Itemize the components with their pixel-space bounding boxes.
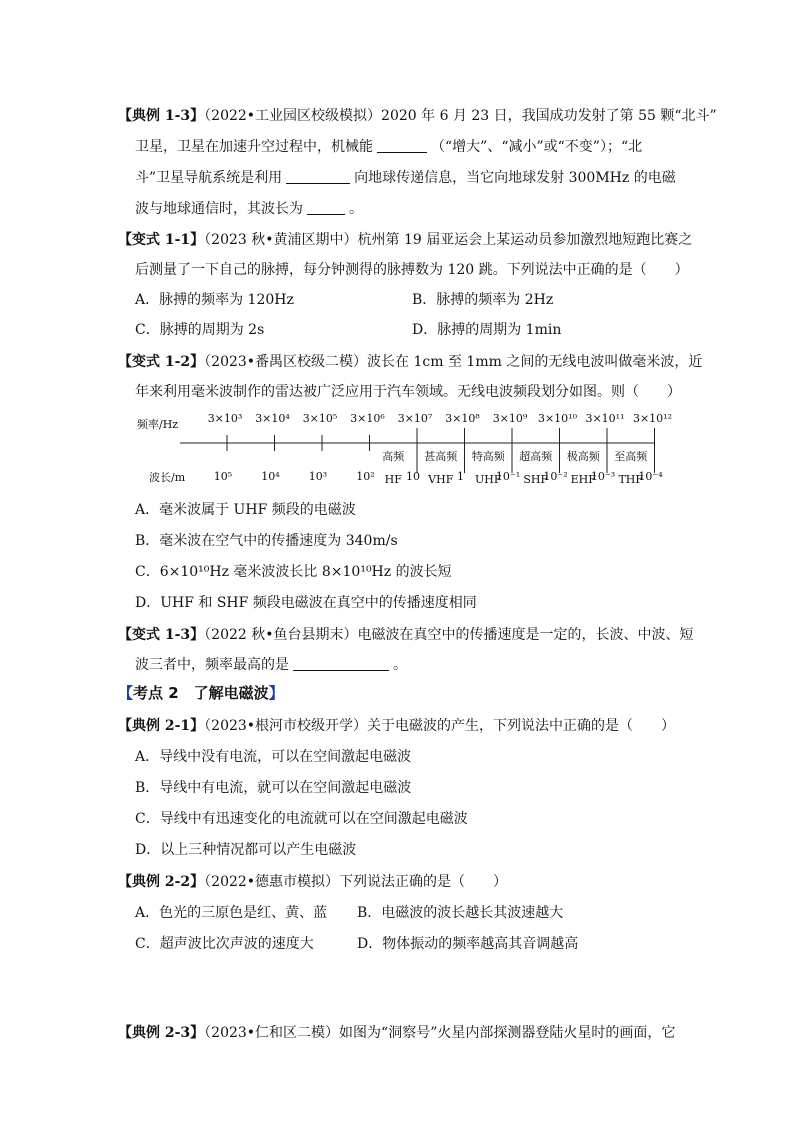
example-2-1-line-1: 【典例 2-1】（2023•根河市校级开学）关于电磁波的产生，下列说法中正确的是（ ） bbox=[118, 718, 676, 734]
option-c[interactable]: C．导线中有迅速变化的电流就可以在空间激起电磁波 bbox=[135, 811, 468, 827]
example-1-3-line-1: 【典例 1-3】（2022•工业园区校级模拟）2020 年 6 月 23 日，我国成功发射了第 55 颗“北斗” bbox=[118, 108, 717, 124]
option-d[interactable]: D．物体振动的频率越高其音调越高 bbox=[357, 936, 579, 952]
option-d[interactable]: D．以上三种情况都可以产生电磁波 bbox=[135, 842, 357, 858]
wave-tick-label: 10³ bbox=[308, 470, 328, 483]
freq-tick-label: 3×10⁴ bbox=[255, 412, 290, 425]
wave-axis-label: 波长/m bbox=[149, 471, 186, 484]
option-c[interactable]: C．6×10¹⁰Hz 毫米波波长比 8×10¹⁰Hz 的波长短 bbox=[135, 564, 452, 580]
section-heading: 【考点 2 了解电磁波】 bbox=[118, 684, 284, 702]
freq-tick-label: 3×10⁶ bbox=[350, 412, 385, 425]
answer-blank[interactable] bbox=[307, 200, 345, 215]
example-tag: 【典例 2-3】 bbox=[118, 1025, 205, 1041]
band-name-label: 特高频 bbox=[471, 450, 505, 463]
option-b[interactable]: B．毫米波在空气中的传播速度为 340m/s bbox=[135, 533, 398, 549]
band-code-label: HF bbox=[384, 473, 402, 486]
wave-tick-label: 10⁻² bbox=[543, 470, 568, 483]
variant-tag: 【变式 1-2】 bbox=[118, 354, 205, 370]
variant-1-2-line-1: 【变式 1-2】（2023•番禺区校级二模）波长在 1cm 至 1mm 之间的无线电波叫做毫米波，近 bbox=[118, 354, 703, 370]
band-code-label: THF bbox=[618, 473, 644, 486]
band-code-label: VHF bbox=[428, 473, 454, 486]
freq-tick-label: 3×10¹¹ bbox=[585, 412, 625, 425]
option-a[interactable]: A．色光的三原色是红、黄、蓝 bbox=[135, 905, 328, 921]
band-code-label: EHF bbox=[570, 473, 596, 486]
band-name-label: 超高频 bbox=[519, 450, 553, 463]
band-name-label: 高频 bbox=[382, 450, 405, 463]
wave-tick-label: 10⁻¹ bbox=[495, 470, 521, 483]
option-b[interactable]: B．导线中有电流，就可以在空间激起电磁波 bbox=[135, 780, 412, 796]
wave-tick-label: 1 bbox=[457, 470, 464, 483]
wave-tick-label: 10⁴ bbox=[261, 470, 280, 483]
answer-blank[interactable] bbox=[377, 138, 427, 153]
variant-tag: 【变式 1-3】 bbox=[118, 627, 205, 643]
band-code-label: UHF bbox=[475, 473, 502, 486]
option-a[interactable]: A．导线中没有电流，可以在空间激起电磁波 bbox=[135, 749, 412, 765]
band-name-label: 至高频 bbox=[614, 450, 648, 463]
freq-axis-label: 频率/Hz bbox=[137, 418, 179, 431]
example-1-3-line-4: 波与地球通信时，其波长为 。 bbox=[135, 201, 363, 217]
wave-tick-label: 10⁻⁴ bbox=[638, 470, 663, 483]
variant-1-3-line-2: 波三者中，频率最高的是 。 bbox=[135, 657, 407, 673]
option-a[interactable]: A．脉搏的频率为 120Hz bbox=[135, 292, 294, 308]
wave-tick-label: 10⁻³ bbox=[590, 470, 616, 483]
option-a[interactable]: A．毫米波属于 UHF 频段的电磁波 bbox=[135, 502, 356, 518]
example-tag: 【典例 2-2】 bbox=[118, 874, 205, 890]
freq-tick-label: 3×10³ bbox=[207, 412, 243, 425]
freq-tick-label: 3×10⁹ bbox=[492, 412, 528, 425]
wave-tick-label: 10² bbox=[356, 470, 375, 483]
variant-1-1-line-1: 【变式 1-1】（2023 秋•黄浦区期中）杭州第 19 届亚运会上某运动员参加激烈地短跑比赛之 bbox=[118, 232, 693, 248]
option-b[interactable]: B．脉搏的频率为 2Hz bbox=[412, 292, 554, 308]
example-tag: 【典例 1-3】 bbox=[118, 108, 205, 124]
answer-blank[interactable] bbox=[293, 656, 389, 671]
option-c[interactable]: C．超声波比次声波的速度大 bbox=[135, 936, 314, 952]
radio-band-diagram bbox=[135, 408, 680, 496]
example-tag: 【典例 2-1】 bbox=[118, 718, 205, 734]
example-1-3-line-2: 卫星，卫星在加速升空过程中，机械能 （“增大”、“减小”或“不变”）；“北 bbox=[135, 139, 643, 155]
freq-tick-label: 3×10⁵ bbox=[302, 412, 338, 425]
band-code-label: SHF bbox=[523, 473, 549, 486]
option-b[interactable]: B．电磁波的波长越长其波速越大 bbox=[357, 905, 564, 921]
variant-1-3-line-1: 【变式 1-3】（2022 秋•鱼台县期末）电磁波在真空中的传播速度是一定的，长波、中波、短 bbox=[118, 627, 694, 643]
answer-blank[interactable] bbox=[286, 169, 350, 184]
wave-tick-label: 10⁵ bbox=[213, 470, 233, 483]
freq-tick-label: 3×10¹⁰ bbox=[537, 412, 578, 425]
variant-tag: 【变式 1-1】 bbox=[118, 232, 205, 248]
freq-tick-label: 3×10⁸ bbox=[445, 412, 480, 425]
freq-tick-label: 3×10⁷ bbox=[397, 412, 433, 425]
option-d[interactable]: D．UHF 和 SHF 频段电磁波在真空中的传播速度相同 bbox=[135, 595, 477, 611]
freq-tick-label: 3×10¹² bbox=[632, 412, 673, 425]
example-1-3-line-3: 斗”卫星导航系统是利用 向地球传递信息，当它向地球发射 300MHz 的电磁 bbox=[135, 170, 676, 186]
example-2-2-line-1: 【典例 2-2】（2022•德惠市模拟）下列说法正确的是（ ） bbox=[118, 874, 508, 890]
band-name-label: 甚高频 bbox=[424, 450, 458, 463]
option-d[interactable]: D．脉搏的周期为 1min bbox=[412, 322, 562, 338]
band-name-label: 极高频 bbox=[566, 450, 600, 463]
example-2-3-line-1: 【典例 2-3】（2023•仁和区二模）如图为“洞察号”火星内部探测器登陆火星时的画面，它 bbox=[118, 1025, 676, 1041]
variant-1-2-line-2: 年来利用毫米波制作的雷达被广泛应用于汽车领域。无线电波频段划分如图。则（ ） bbox=[135, 384, 681, 400]
wave-tick-label: 10 bbox=[406, 470, 420, 483]
option-c[interactable]: C．脉搏的周期为 2s bbox=[135, 322, 265, 338]
variant-1-1-line-2: 后测量了一下自己的脉搏，每分钟测得的脉搏数为 120 跳。下列说法中正确的是（ ） bbox=[135, 262, 689, 278]
